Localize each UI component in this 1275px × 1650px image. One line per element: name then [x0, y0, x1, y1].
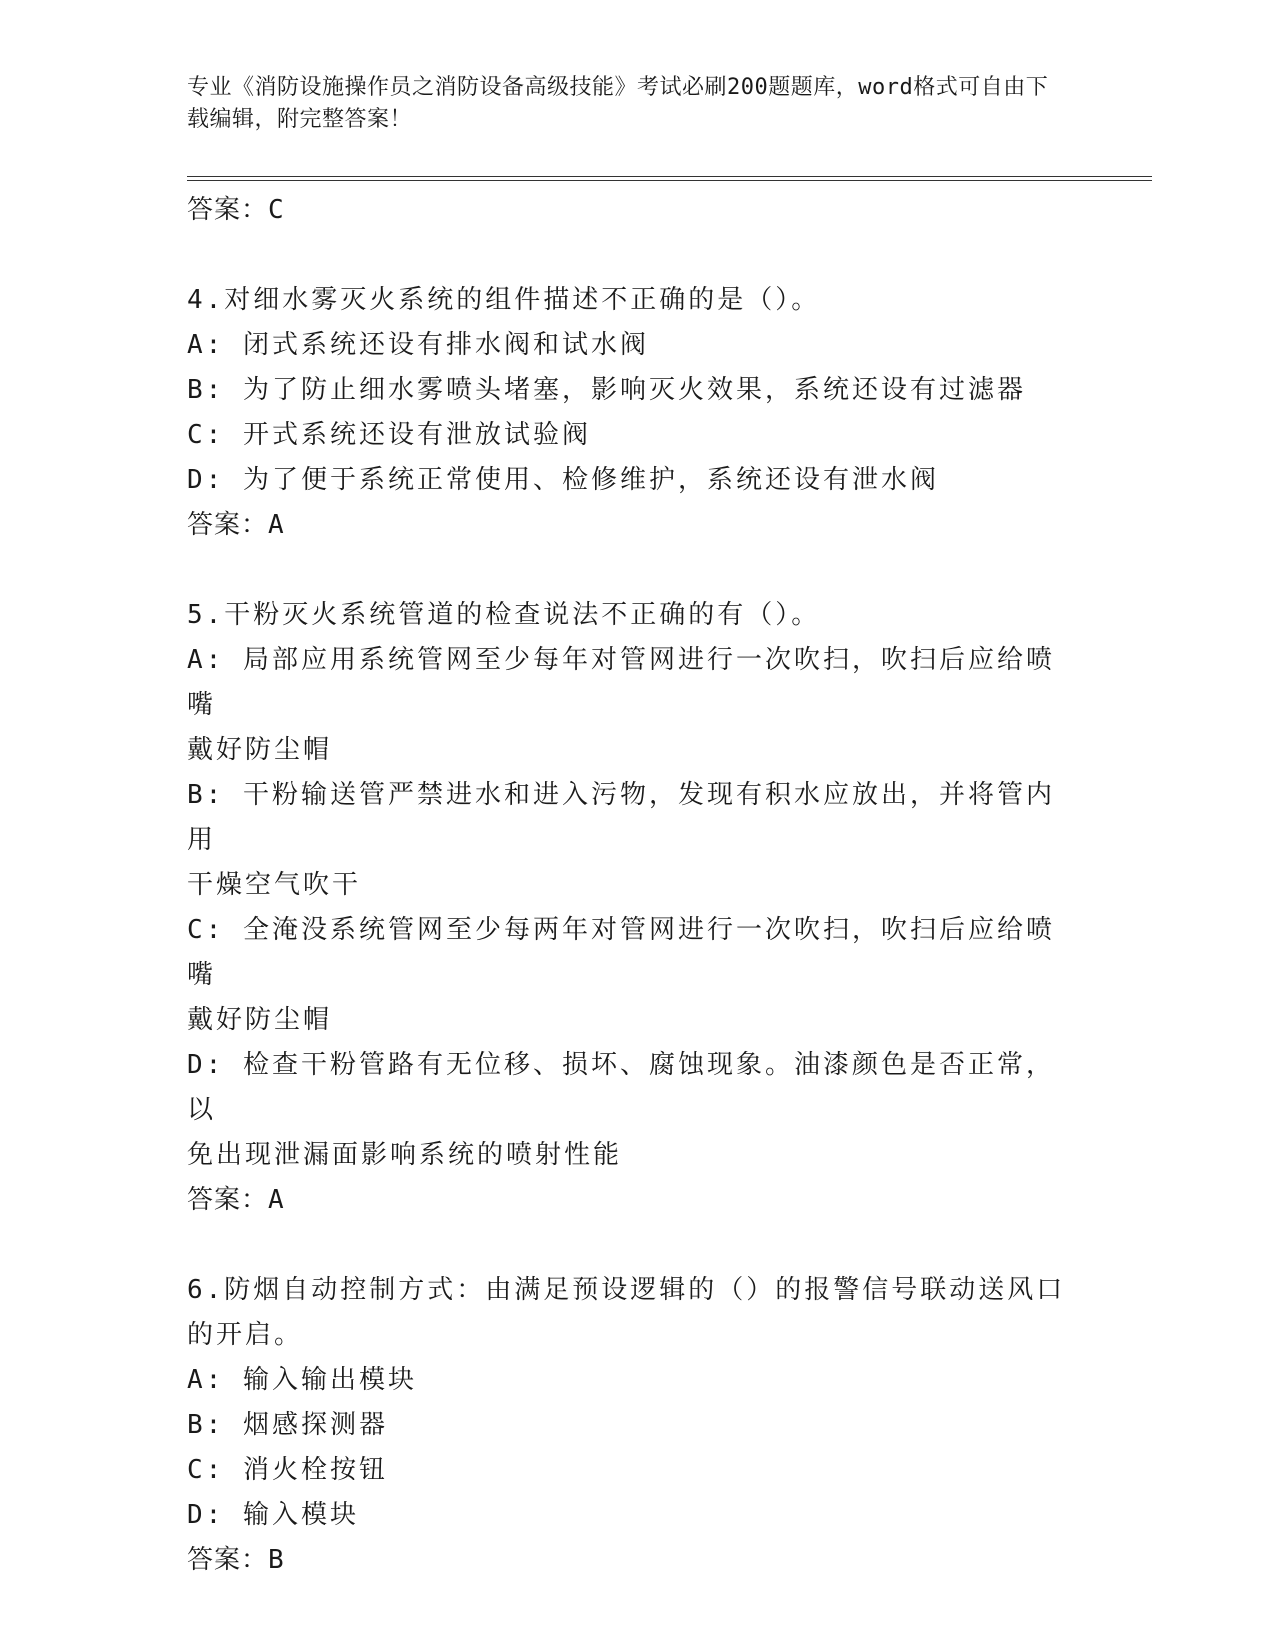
question-answer [187, 503, 1067, 548]
option-b-continued: 干燥空气吹干 [187, 870, 362, 900]
option-c: C: 开式系统还设有泄放试验阀 [187, 420, 591, 450]
header-divider [187, 176, 1152, 181]
option-a: A: 输入输出模块 [187, 1365, 417, 1395]
option-c-continued: 戴好防尘帽 [187, 1005, 333, 1035]
answer-value: B [268, 1545, 285, 1575]
option-c: C: 全淹没系统管网至少每两年对管网进行一次吹扫，吹扫后应给喷嘴 [187, 915, 1055, 990]
document-header [187, 72, 1067, 136]
option-d: D: 为了便于系统正常使用、检修维护，系统还设有泄水阀 [187, 465, 939, 495]
answer-label: 答案： [187, 510, 269, 540]
option-a-continued: 戴好防尘帽 [187, 735, 333, 765]
answer-value: C [268, 195, 285, 225]
option-d: D: 输入模块 [187, 1500, 359, 1530]
option-c: C: 消火栓按钮 [187, 1455, 388, 1485]
question-answer [187, 1178, 1067, 1223]
spacer [187, 233, 1067, 278]
option-b: B: 为了防止细水雾喷头堵塞，影响灭火效果，系统还设有过滤器 [187, 375, 1026, 405]
option-d-continued: 免出现泄漏面影响系统的喷射性能 [187, 1140, 623, 1170]
spacer [187, 548, 1067, 593]
answer-value: A [268, 510, 285, 540]
spacer [187, 1223, 1067, 1268]
option-a: A: 闭式系统还设有排水阀和试水阀 [187, 330, 649, 360]
answer-label: 答案： [187, 195, 269, 225]
question-6 [187, 1268, 1067, 1583]
answer-value: A [268, 1185, 285, 1215]
option-d: D: 检查干粉管路有无位移、损坏、腐蚀现象。油漆颜色是否正常，以 [187, 1050, 1055, 1125]
question-4 [187, 278, 1067, 548]
question-list [187, 188, 1067, 1583]
option-b: B: 干粉输送管严禁进水和进入污物，发现有积水应放出，并将管内用 [187, 780, 1055, 855]
answer-label: 答案： [187, 1545, 269, 1575]
header-text: 专业《消防设施操作员之消防设备高级技能》考试必刷200题题库，word格式可自由下载编辑，附完整答案！ [187, 75, 1049, 132]
question-5 [187, 593, 1067, 1223]
option-a: A: 局部应用系统管网至少每年对管网进行一次吹扫，吹扫后应给喷嘴 [187, 645, 1055, 720]
question-stem: 4.对细水雾灭火系统的组件描述不正确的是（）。 [187, 285, 821, 315]
answer-label: 答案： [187, 1185, 269, 1215]
question-answer [187, 1538, 1067, 1583]
previous-answer [187, 188, 1067, 233]
question-stem: 6.防烟自动控制方式：由满足预设逻辑的（）的报警信号联动送风口 [187, 1275, 1066, 1305]
question-stem-continued: 的开启。 [187, 1320, 304, 1350]
option-b: B: 烟感探测器 [187, 1410, 388, 1440]
question-stem: 5.干粉灭火系统管道的检查说法不正确的有（）。 [187, 600, 821, 630]
